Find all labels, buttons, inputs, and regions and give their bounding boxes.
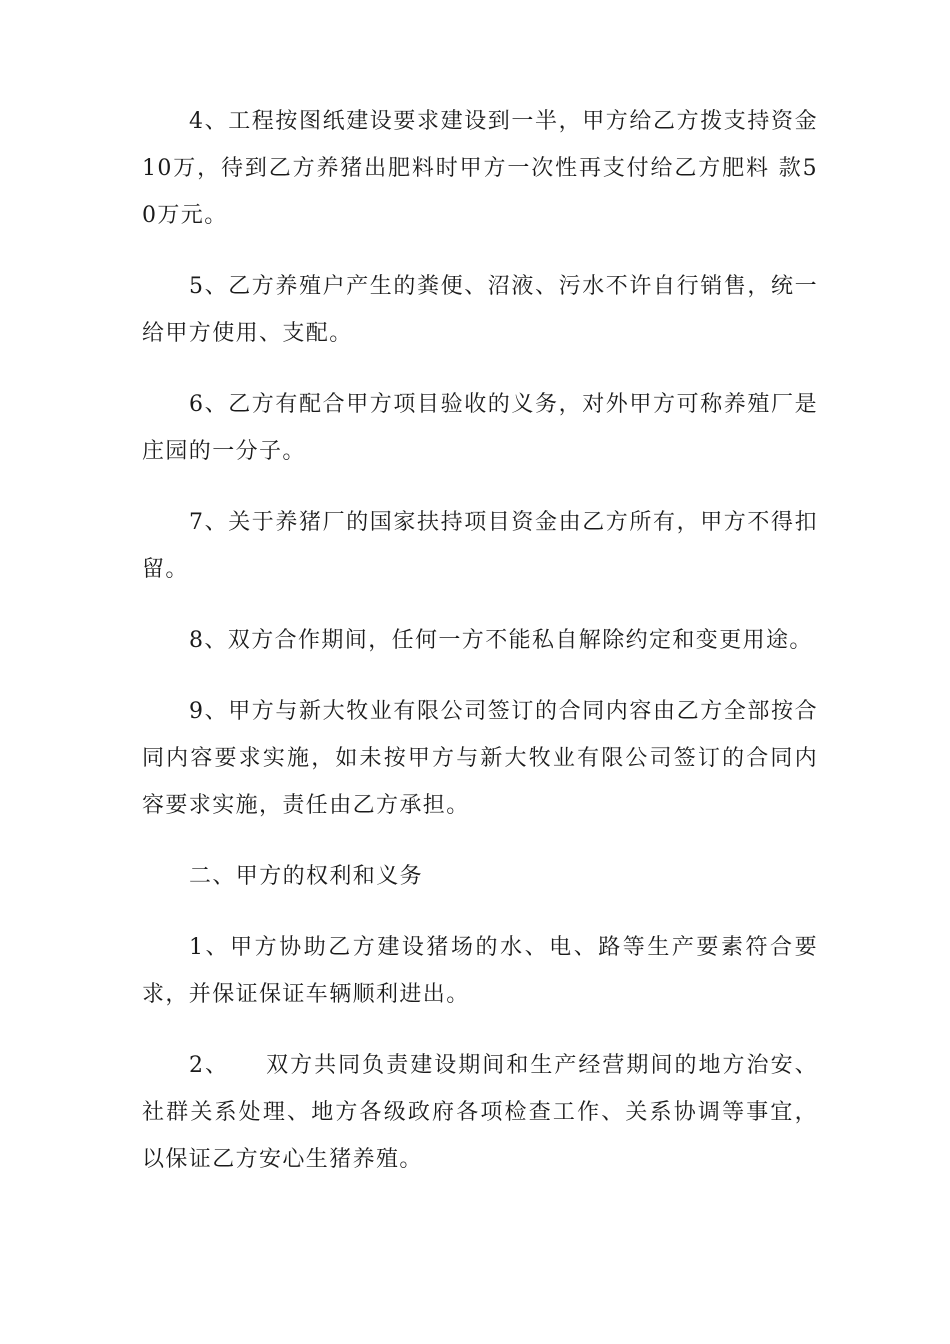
clause-9-paragraph: 9、甲方与新大牧业有限公司签订的合同内容由乙方全部按合同内容要求实施，如未按甲方与新大牧业有限公司签订的合同内容要求实施，责任由乙方承担。 <box>142 699 818 818</box>
clause-6-paragraph: 6、乙方有配合甲方项目验收的义务，对外甲方可称养殖厂是庄园的一分子。 <box>142 392 818 464</box>
party-a-clause-1-paragraph: 1、甲方协助乙方建设猪场的水、电、路等生产要素符合要求，并保证保证车辆顺利进出。 <box>142 935 818 1007</box>
party-a-clause-2-paragraph: 2、 双方共同负责建设期间和生产经营期间的地方治安、社群关系处理、地方各级政府各项检查工作、关系协调等事宜，以保证乙方安心生猪养殖。 <box>142 1053 818 1172</box>
clause-5-paragraph: 5、乙方养殖户产生的粪便、沼液、污水不许自行销售，统一给甲方使用、支配。 <box>142 274 818 346</box>
clause-8-paragraph: 8、双方合作期间，任何一方不能私自解除约定和变更用途。 <box>189 628 813 653</box>
document-body <box>142 98 818 1207</box>
clause-7-paragraph: 7、关于养猪厂的国家扶持项目资金由乙方所有，甲方不得扣留。 <box>142 510 818 582</box>
section-heading: 二、甲方的权利和义务 <box>189 864 424 889</box>
clause-4-paragraph: 4、工程按图纸建设要求建设到一半，甲方给乙方拨支持资金10万，待到乙方养猪出肥料时甲方一次性再支付给乙方肥料 款50万元。 <box>142 109 818 228</box>
